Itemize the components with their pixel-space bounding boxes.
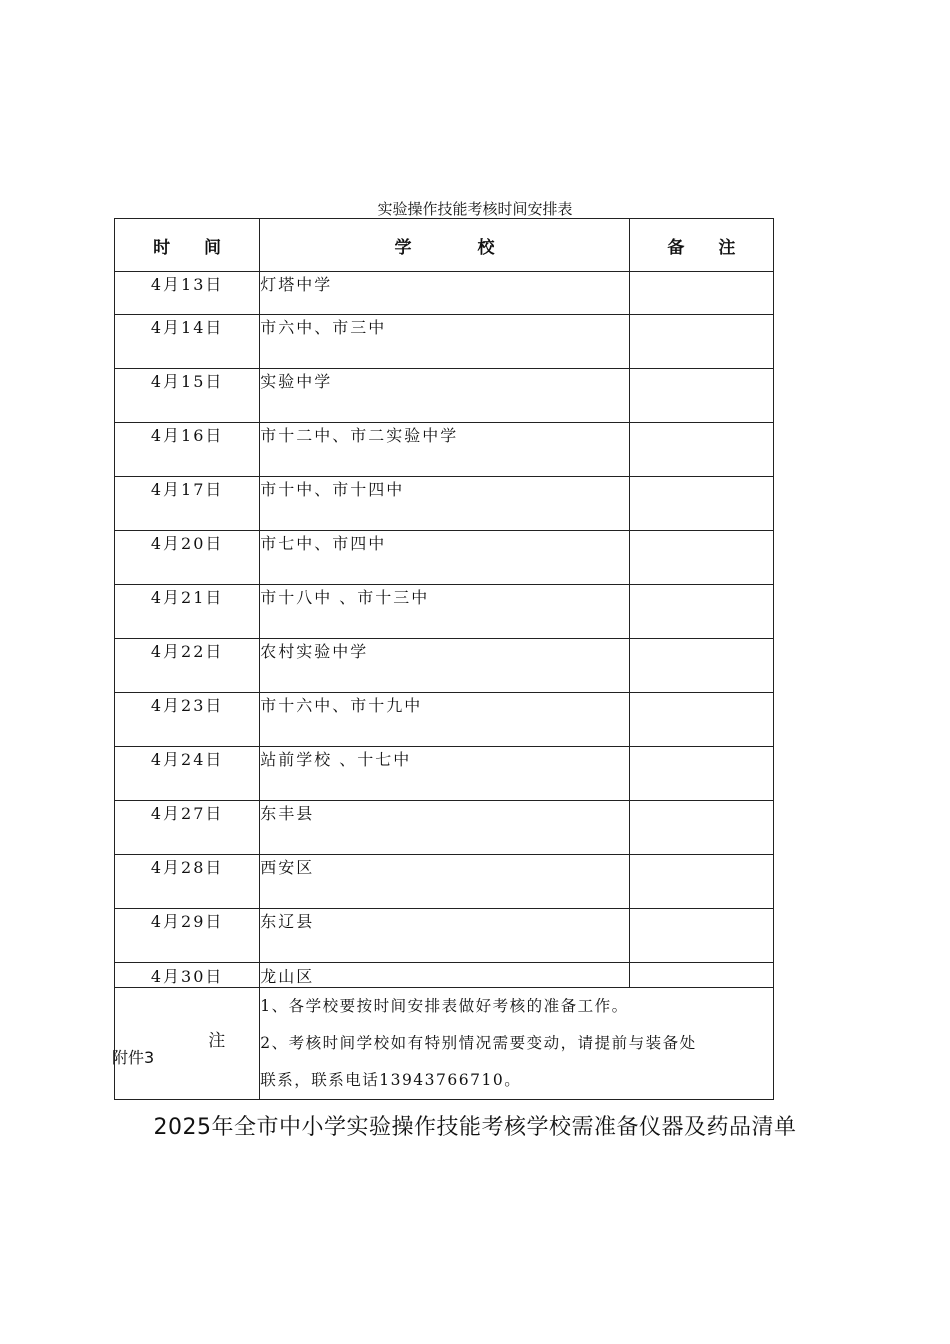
table-row — [115, 477, 774, 531]
row-schools: 市十二中、市二实验中学 — [260, 423, 630, 477]
row-note — [629, 477, 773, 531]
row-date: 4月14日 — [115, 315, 260, 369]
row-schools: 实验中学 — [260, 369, 630, 423]
row-schools: 市十六中、市十九中 — [260, 693, 630, 747]
table-row — [115, 369, 774, 423]
table-row — [115, 801, 774, 855]
schedule-table — [114, 218, 774, 1100]
table-row — [115, 315, 774, 369]
row-note — [629, 963, 773, 988]
remarks-line1: 1、各学校要按时间安排表做好考核的准备工作。 — [260, 997, 629, 1015]
table-caption: 实验操作技能考核时间安排表 — [377, 200, 573, 218]
row-schools: 东辽县 — [260, 909, 630, 963]
row-note — [629, 585, 773, 639]
row-schools: 市六中、市三中 — [260, 315, 630, 369]
remarks-line3: 联系，联系电话13943766710。 — [260, 1071, 522, 1089]
table-row — [115, 531, 774, 585]
remarks-row — [115, 988, 774, 1100]
remarks-body — [260, 988, 774, 1100]
remarks-label: 注 — [208, 1031, 226, 1051]
row-date: 4月29日 — [115, 909, 260, 963]
table-row — [115, 909, 774, 963]
row-date: 4月22日 — [115, 639, 260, 693]
row-date: 4月24日 — [115, 747, 260, 801]
row-note — [629, 855, 773, 909]
header-note: 备 注 — [629, 219, 773, 272]
row-date: 4月13日 — [115, 272, 260, 315]
row-date: 4月23日 — [115, 693, 260, 747]
document-title: 2025年全市中小学实验操作技能考核学校需准备仪器及药品清单 — [153, 1115, 797, 1140]
row-note — [629, 639, 773, 693]
header-time: 时 间 — [115, 219, 260, 272]
table-row — [115, 423, 774, 477]
table-row — [115, 747, 774, 801]
table-header-row — [115, 219, 774, 272]
row-date: 4月20日 — [115, 531, 260, 585]
row-note — [629, 747, 773, 801]
remarks-label-cell — [115, 988, 260, 1100]
row-note — [629, 531, 773, 585]
table-row — [115, 693, 774, 747]
row-schools: 龙山区 — [260, 963, 630, 988]
row-note — [629, 801, 773, 855]
annex-label: 附件3 — [112, 1048, 155, 1067]
row-date: 4月16日 — [115, 423, 260, 477]
row-date: 4月30日 — [115, 963, 260, 988]
row-schools: 市七中、市四中 — [260, 531, 630, 585]
row-schools: 东丰县 — [260, 801, 630, 855]
row-schools: 农村实验中学 — [260, 639, 630, 693]
row-schools: 西安区 — [260, 855, 630, 909]
row-note — [629, 693, 773, 747]
table-row — [115, 585, 774, 639]
row-date: 4月21日 — [115, 585, 260, 639]
table-row — [115, 272, 774, 315]
row-date: 4月27日 — [115, 801, 260, 855]
row-schools: 市十八中 、市十三中 — [260, 585, 630, 639]
row-schools: 市十中、市十四中 — [260, 477, 630, 531]
row-note — [629, 423, 773, 477]
row-note — [629, 909, 773, 963]
table-row — [115, 639, 774, 693]
row-schools: 灯塔中学 — [260, 272, 630, 315]
row-note — [629, 272, 773, 315]
row-schools: 站前学校 、十七中 — [260, 747, 630, 801]
row-date: 4月15日 — [115, 369, 260, 423]
row-date: 4月28日 — [115, 855, 260, 909]
row-note — [629, 315, 773, 369]
row-date: 4月17日 — [115, 477, 260, 531]
remarks-line2: 2、考核时间学校如有特别情况需要变动，请提前与装备处 — [260, 1034, 697, 1052]
table-row — [115, 963, 774, 988]
table-row — [115, 855, 774, 909]
header-school: 学 校 — [260, 219, 630, 272]
row-note — [629, 369, 773, 423]
